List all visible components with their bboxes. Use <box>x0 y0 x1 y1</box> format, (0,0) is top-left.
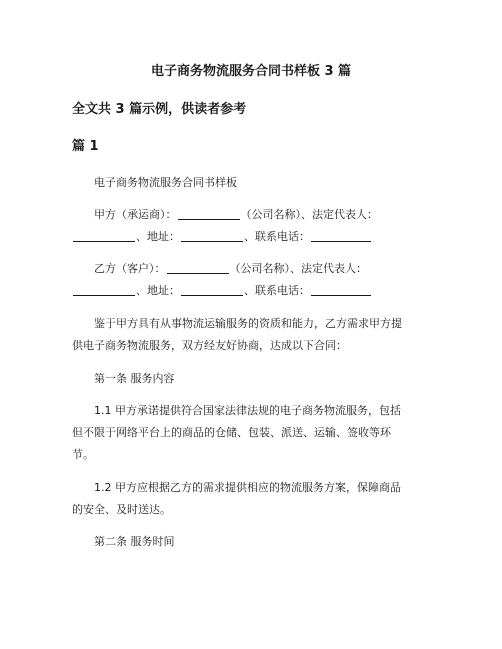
clause-1-1-line-3: 节。 <box>72 448 94 461</box>
clause-1-1-line-1: 1.1 甲方承诺提供符合国家法律法规的电子商务物流服务，包括 <box>94 404 401 417</box>
intro-line-2: 供电子商务物流服务，双方经友好协商，达成以下合同： <box>72 339 347 352</box>
party-a-phone-label: 、联系电话： <box>244 230 310 243</box>
party-a-line-1 <box>72 204 454 226</box>
party-a-company-label: （公司名称）、法定代表人： <box>240 208 378 221</box>
clause-1-2-line-2: 的安全、及时送达。 <box>72 503 171 516</box>
party-a-label: 甲方（承运商）： <box>94 208 177 221</box>
intro-line-1: 鉴于甲方具有从事物流运输服务的资质和能力，乙方需求甲方提 <box>94 317 402 330</box>
party-b-company-blank[interactable] <box>167 261 229 274</box>
clause-1-1-line-2: 但不限于网络平台上的商品的仓储、包装、派送、运输、签收等环 <box>72 426 391 439</box>
article-2-heading: 第二条 服务时间 <box>94 535 175 548</box>
document-subtitle: 全文共 3 篇示例，供读者参考 <box>72 102 247 117</box>
party-b-address-label: 、地址： <box>136 284 180 297</box>
clause-1-2-line-1: 1.2 甲方应根据乙方的需求提供相应的物流服务方案，保障商品 <box>94 481 401 494</box>
party-b-line-2 <box>72 280 432 302</box>
party-b-line-1 <box>72 258 454 280</box>
party-b-representative-blank[interactable] <box>73 283 135 296</box>
party-a-address-blank[interactable] <box>181 229 243 242</box>
party-b-phone-blank[interactable] <box>311 283 371 296</box>
article-1-heading: 第一条 服务内容 <box>94 372 175 385</box>
party-b-company-label: （公司名称）、法定代表人： <box>229 262 367 275</box>
contract-name <box>72 172 454 194</box>
party-b-phone-label: 、联系电话： <box>244 284 310 297</box>
document-title: 电子商务物流服务合同书样板 3 篇 <box>150 64 352 79</box>
party-b-label: 乙方（客户）： <box>94 262 166 275</box>
part-heading: 篇 1 <box>72 139 99 154</box>
party-a-address-label: 、地址： <box>136 230 180 243</box>
party-a-company-blank[interactable] <box>178 207 240 220</box>
party-a-phone-blank[interactable] <box>311 229 371 242</box>
party-a-line-2 <box>72 226 432 248</box>
party-b-address-blank[interactable] <box>181 283 243 296</box>
contract-name-text: 电子商务物流服务合同书样板 <box>94 176 237 189</box>
party-a-representative-blank[interactable] <box>73 229 135 242</box>
